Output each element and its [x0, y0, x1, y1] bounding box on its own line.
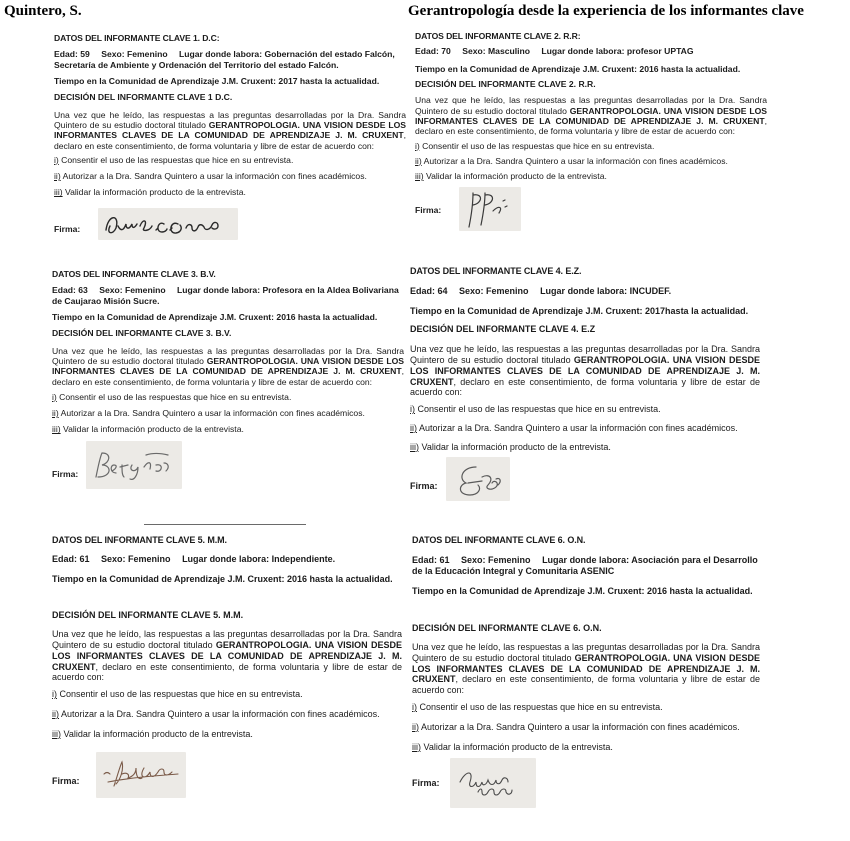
- signature-block: [412, 758, 760, 808]
- signature-label: Firma:: [412, 778, 440, 789]
- card-title: DATOS DEL INFORMANTE CLAVE 2. R.R:: [415, 31, 581, 41]
- card-title: DATOS DEL INFORMANTE CLAVE 4. E.Z.: [410, 266, 582, 276]
- sex-field: Sexo: Femenino: [461, 554, 531, 565]
- handwritten-signature-6: [450, 758, 536, 808]
- signature-icon: [96, 752, 186, 798]
- decision-title: DECISIÓN DEL INFORMANTE CLAVE 4. E.Z: [410, 324, 596, 335]
- sex-field: Sexo: Femenino: [101, 553, 171, 564]
- workplace-field: Lugar donde labora: profesor UPTAG: [541, 46, 694, 57]
- informant-details: [54, 49, 406, 70]
- age-field: Edad: 61: [412, 554, 450, 565]
- card-title: DATOS DEL INFORMANTE CLAVE 1. D.C:: [54, 33, 220, 43]
- age-field: Edad: 59: [54, 49, 90, 60]
- signature-block: [410, 457, 760, 501]
- card-title: DATOS DEL INFORMANTE CLAVE 6. O.N.: [412, 535, 586, 545]
- signature-icon: [459, 187, 521, 231]
- sex-field: Sexo: Femenino: [101, 49, 168, 60]
- workplace-field: Lugar donde labora: INCUDEF.: [540, 285, 672, 296]
- age-field: Edad: 61: [52, 553, 90, 564]
- consent-item-3: iii) Validar la información producto de la entrevista.: [412, 741, 613, 752]
- consent-item-1: i) Consentir el uso de las respuestas que hice en su entrevista.: [412, 701, 663, 712]
- decision-title: DECISIÓN DEL INFORMANTE CLAVE 5. M.M.: [52, 610, 244, 621]
- decision-title: DECISIÓN DEL INFORMANTE CLAVE 3. B.V.: [52, 328, 232, 339]
- handwritten-signature-4: [446, 457, 510, 501]
- signature-block: [54, 208, 406, 248]
- community-time: Tiempo en la Comunidad de Aprendizaje J.M. Cruxent: 2016 hasta la actualidad.: [412, 586, 753, 597]
- consent-item-3: iii) Validar la información producto de la entrevista.: [410, 441, 611, 452]
- handwritten-signature-5: [96, 752, 186, 798]
- consent-item-2: ii) Autorizar a la Dra. Sandra Quintero a usar la información con fines académicos.: [52, 408, 365, 419]
- consent-item-2: ii) Autorizar a la Dra. Sandra Quintero a usar la información con fines académicos.: [52, 708, 380, 719]
- consent-item-3: iii) Validar la información producto de la entrevista.: [54, 187, 246, 198]
- decision-title: DECISIÓN DEL INFORMANTE CLAVE 1 D.C.: [54, 92, 233, 103]
- signature-label: Firma:: [410, 480, 438, 491]
- consent-item-1: i) Consentir el uso de las respuestas que hice en su entrevista.: [52, 391, 292, 402]
- workplace-field: Lugar donde labora: Asociación para el Desarrollo de la Educación Integral y Comunitaria ASENIC: [412, 554, 758, 576]
- informant-card-4: [410, 266, 760, 501]
- informant-card-2: [415, 31, 767, 231]
- informant-details: [52, 285, 404, 306]
- consent-paragraph: Una vez que he leído, las respuestas a las preguntas desarrolladas por la Dra. Sandra Quintero de su estudio doctoral titulado GERANTROPOLOGIA. UNA VISION DESDE LOS INFORMANTES CLAVES DE LA COMUNIDAD DE APRENDIZAJE J. M. CRUXENT, declaro en este consentimiento, de forma voluntaria y libre de estar de acuerdo con:: [52, 345, 404, 387]
- community-time: Tiempo en la Comunidad de Aprendizaje J.M. Cruxent: 2016 hasta la actualidad.: [415, 63, 741, 74]
- card-title: DATOS DEL INFORMANTE CLAVE 3. B.V.: [52, 269, 216, 279]
- age-field: Edad: 70: [415, 46, 451, 57]
- consent-paragraph: Una vez que he leído, las respuestas a las preguntas desarrolladas por la Dra. Sandra Quintero de su estudio doctoral titulado GERANTROPOLOGIA. UNA VISION DESDE LOS INFORMANTES CLAVES DE LA COMUNIDAD DE APRENDIZAJE J. M. CRUXENT, declaro en este consentimiento, de forma voluntaria y libre de estar de acuerdo con:: [54, 109, 406, 151]
- signature-icon: [446, 457, 510, 501]
- header-author: Quintero, S.: [4, 3, 82, 19]
- signature-block: [52, 441, 404, 489]
- card-title: DATOS DEL INFORMANTE CLAVE 5. M.M.: [52, 535, 227, 545]
- signature-block: [415, 187, 767, 231]
- age-field: Edad: 63: [52, 285, 88, 296]
- community-time: Tiempo en la Comunidad de Aprendizaje J.M. Cruxent: 2016 hasta la actualidad.: [52, 311, 378, 322]
- handwritten-signature-1: [98, 208, 238, 240]
- signature-icon: [86, 441, 182, 489]
- consent-item-2: ii) Autorizar a la Dra. Sandra Quintero a usar la información con fines académicos.: [54, 171, 367, 182]
- consent-item-3: iii) Validar la información producto de la entrevista.: [52, 424, 244, 435]
- consent-item-3: iii) Validar la información producto de la entrevista.: [415, 171, 607, 182]
- workplace-field: Lugar donde labora: Independiente.: [182, 553, 336, 564]
- signature-label: Firma:: [52, 775, 80, 786]
- community-time: Tiempo en la Comunidad de Aprendizaje J.M. Cruxent: 2017hasta la actualidad.: [410, 305, 749, 316]
- signature-block: [52, 752, 402, 798]
- informant-card-3: [52, 269, 404, 489]
- signature-label: Firma:: [54, 223, 81, 234]
- consent-item-3: iii) Validar la información producto de la entrevista.: [52, 728, 253, 739]
- informant-details: [410, 286, 760, 297]
- workplace-field: Lugar donde labora: Profesora en la Aldea Bolivariana de Caujarao Misión Sucre.: [52, 285, 399, 306]
- consent-item-2: ii) Autorizar a la Dra. Sandra Quintero a usar la información con fines académicos.: [410, 422, 738, 433]
- signature-icon: [450, 758, 536, 808]
- consent-paragraph: Una vez que he leído, las respuestas a las preguntas desarrolladas por la Dra. Sandra Quintero de su estudio doctoral titulado GERANTROPOLOGIA. UNA VISION DESDE LOS INFORMANTES CLAVES DE LA COMUNIDAD DE APRENDIZAJE J. M. CRUXENT, declaro en este consentimiento, de forma voluntaria y libre de estar de acuerdo con:: [412, 641, 760, 696]
- community-time: Tiempo en la Comunidad de Aprendizaje J.M. Cruxent: 2017 hasta la actualidad.: [54, 75, 380, 86]
- signature-icon: [98, 208, 238, 240]
- consent-item-1: i) Consentir el uso de las respuestas que hice en su entrevista.: [54, 154, 294, 165]
- section-divider: [144, 524, 306, 525]
- consent-item-2: ii) Autorizar a la Dra. Sandra Quintero a usar la información con fines académicos.: [415, 155, 728, 166]
- consent-item-1: i) Consentir el uso de las respuestas que hice en su entrevista.: [415, 140, 655, 151]
- handwritten-signature-2: [459, 187, 521, 231]
- sex-field: Sexo: Masculino: [462, 46, 531, 57]
- decision-title: DECISIÓN DEL INFORMANTE CLAVE 2. R.R.: [415, 78, 596, 89]
- informant-card-5: [52, 535, 402, 798]
- signature-label: Firma:: [415, 205, 442, 216]
- informant-card-6: [412, 535, 760, 808]
- consent-item-1: i) Consentir el uso de las respuestas que hice en su entrevista.: [410, 404, 661, 415]
- consent-item-1: i) Consentir el uso de las respuestas que hice en su entrevista.: [52, 689, 303, 700]
- decision-title: DECISIÓN DEL INFORMANTE CLAVE 6. O.N.: [412, 623, 602, 634]
- sex-field: Sexo: Femenino: [459, 285, 529, 296]
- consent-paragraph: Una vez que he leído, las respuestas a las preguntas desarrolladas por la Dra. Sandra Quintero de su estudio doctoral titulado GERANTROPOLOGIA. UNA VISION DESDE LOS INFORMANTES CLAVES DE LA COMUNIDAD DE APRENDIZAJE J. M. CRUXENT, declaro en este consentimiento, de forma voluntaria y libre de estar de acuerdo con:: [415, 95, 767, 137]
- informant-card-1: [54, 33, 406, 248]
- header-title: Gerantropología desde la experiencia de los informantes clave: [408, 3, 804, 19]
- age-field: Edad: 64: [410, 285, 448, 296]
- informant-details: [412, 555, 760, 577]
- community-time: Tiempo en la Comunidad de Aprendizaje J.M. Cruxent: 2016 hasta la actualidad.: [52, 573, 393, 584]
- sex-field: Sexo: Femenino: [99, 285, 166, 296]
- handwritten-signature-3: [86, 441, 182, 489]
- informant-details: [415, 46, 767, 56]
- informant-details: [52, 554, 402, 565]
- consent-paragraph: Una vez que he leído, las respuestas a las preguntas desarrolladas por la Dra. Sandra Quintero de su estudio doctoral titulado GERANTROPOLOGIA. UNA VISION DESDE LOS INFORMANTES CLAVES DE LA COMUNIDAD DE APRENDIZAJE J. M. CRUXENT, declaro en este consentimiento, de forma voluntaria y libre de estar de acuerdo con:: [52, 629, 402, 683]
- signature-label: Firma:: [52, 468, 79, 479]
- consent-paragraph: Una vez que he leído, las respuestas a las preguntas desarrolladas por la Dra. Sandra Quintero de su estudio doctoral titulado GERANTROPOLOGIA. UNA VISION DESDE LOS INFORMANTES CLAVES DE LA COMUNIDAD DE APRENDIZAJE J. M. CRUXENT, declaro en este consentimiento, de forma voluntaria y libre de estar de acuerdo con:: [410, 344, 760, 398]
- workplace-field: Lugar donde labora: Gobernación del estado Falcón, Secretaría de Ambiente y Ordenación del Territorio del estado Falcón.: [54, 49, 395, 70]
- consent-item-2: ii) Autorizar a la Dra. Sandra Quintero a usar la información con fines académicos.: [412, 721, 740, 732]
